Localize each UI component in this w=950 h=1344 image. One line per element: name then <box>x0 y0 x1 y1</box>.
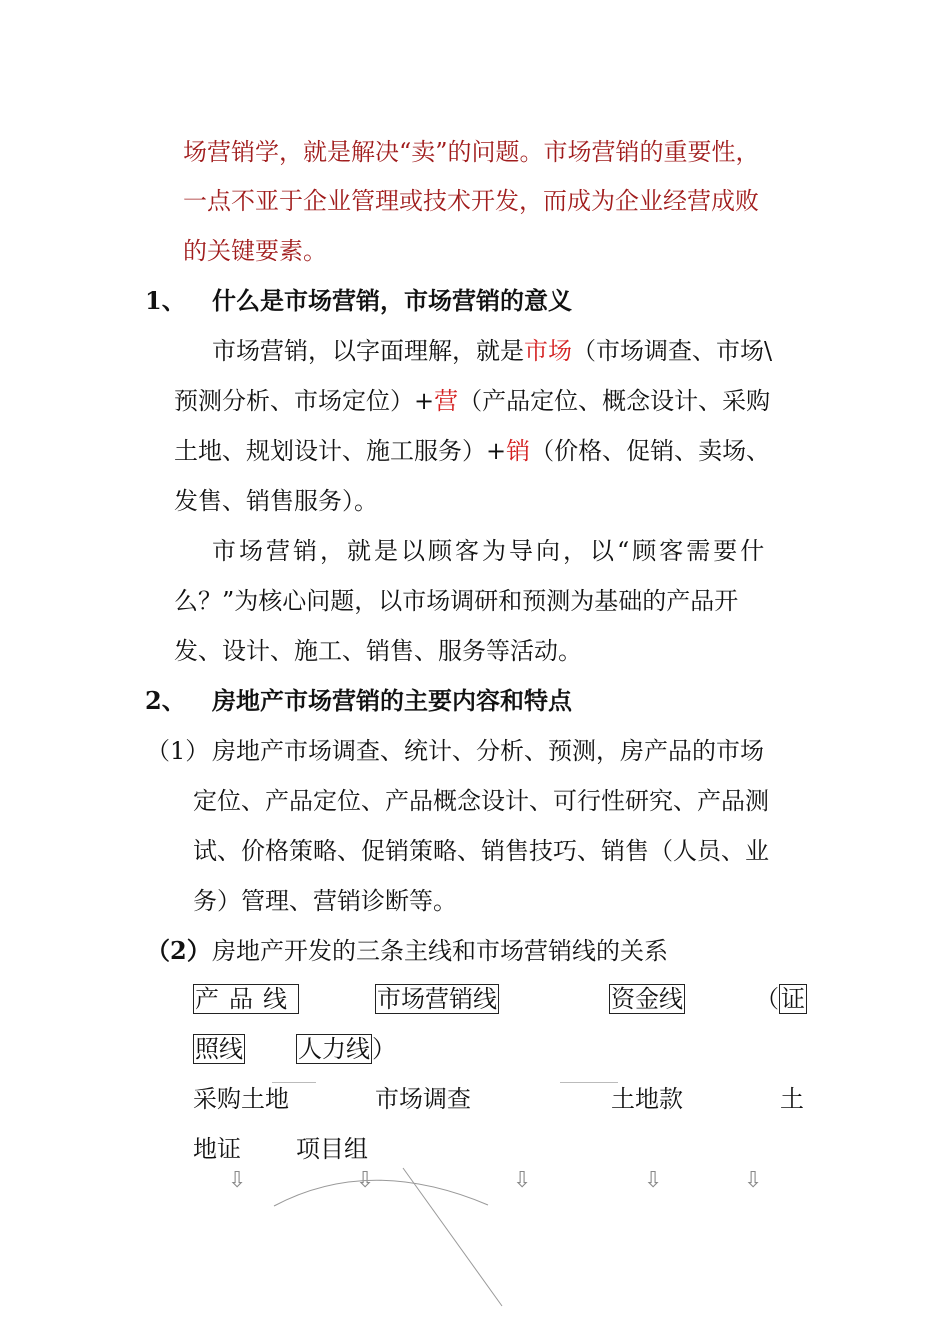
text-run: （市场调查、市场\ <box>572 337 773 365</box>
highlight-market: 市场 <box>524 337 572 365</box>
product-line-label: 产品线 <box>195 985 297 1013</box>
down-arrow-icon: ⇩ <box>513 1168 532 1193</box>
item-1-label: （1） <box>146 737 210 765</box>
item-1-line-1: 房地产市场调查、统计、分析、预测，房产品的市场 <box>212 737 764 765</box>
intro-line-1: 场营销学，就是解决“卖”的问题。市场营销的重要性， <box>183 138 760 166</box>
marketing-line-label: 市场营销线 <box>377 985 497 1013</box>
cert-line-label-b: 照线 <box>195 1035 243 1063</box>
down-arrow-icon: ⇩ <box>644 1168 663 1193</box>
section-1-p2-line-1: 市场营销，就是以顾客为导向，以“顾客需要什 <box>212 537 768 565</box>
step-land-cert-a: 土 <box>780 1085 804 1113</box>
capital-line-label: 资金线 <box>611 985 683 1013</box>
text-run: （价格、促销、卖场、 <box>530 437 771 465</box>
highlight-xiao: 销 <box>506 437 531 465</box>
diagonal-connector <box>403 1168 502 1306</box>
close-paren: ） <box>372 1035 396 1063</box>
section-1-p2-line-2: 么？”为核心问题，以市场调研和预测为基础的产品开 <box>174 587 739 615</box>
step-land-purchase: 采购土地 <box>193 1085 289 1113</box>
cert-line-label-a: 证 <box>781 985 805 1013</box>
text-run: 预测分析、市场定位）+ <box>174 387 435 415</box>
text-run: 市场营销，以字面理解，就是 <box>212 337 524 365</box>
arc-connector <box>274 1180 488 1206</box>
text-run: 土地、规划设计、施工服务）+ <box>174 437 507 465</box>
down-arrow-icon: ⇩ <box>356 1168 375 1193</box>
step-project-team: 项目组 <box>296 1135 368 1163</box>
text-run: （产品定位、概念设计、采购 <box>458 387 771 415</box>
item-1-line-2: 定位、产品定位、产品概念设计、可行性研究、产品测 <box>193 787 769 815</box>
intro-line-2: 一点不亚于企业管理或技术开发，而成为企业经营成败 <box>183 187 759 215</box>
step-market-survey: 市场调查 <box>375 1085 471 1113</box>
down-arrow-icon: ⇩ <box>744 1168 763 1193</box>
item-2-text: 房地产开发的三条主线和市场营销线的关系 <box>212 937 668 965</box>
highlight-ying: 营 <box>434 387 459 415</box>
section-2-number: 2、 <box>145 686 186 715</box>
step-land-cert-b: 地证 <box>193 1135 241 1163</box>
step-land-payment: 土地款 <box>611 1085 683 1113</box>
item-2-label: （2） <box>146 936 211 965</box>
item-1-line-4: 务）管理、营销诊断等。 <box>193 887 457 915</box>
section-1-title: 什么是市场营销，市场营销的意义 <box>212 286 572 315</box>
intro-line-3: 的关键要素。 <box>183 237 327 265</box>
down-arrow-icon: ⇩ <box>228 1168 247 1193</box>
open-paren: （ <box>755 985 779 1013</box>
section-1-p1-line-4: 发售、销售服务）。 <box>174 487 378 515</box>
section-1-number: 1、 <box>145 286 186 315</box>
item-1-line-3: 试、价格策略、促销策略、销售技巧、销售（人员、业 <box>193 837 769 865</box>
section-1-p2-line-3: 发、设计、施工、销售、服务等活动。 <box>174 637 582 665</box>
hr-line-label: 人力线 <box>298 1035 370 1063</box>
section-2-title: 房地产市场营销的主要内容和特点 <box>212 686 572 715</box>
